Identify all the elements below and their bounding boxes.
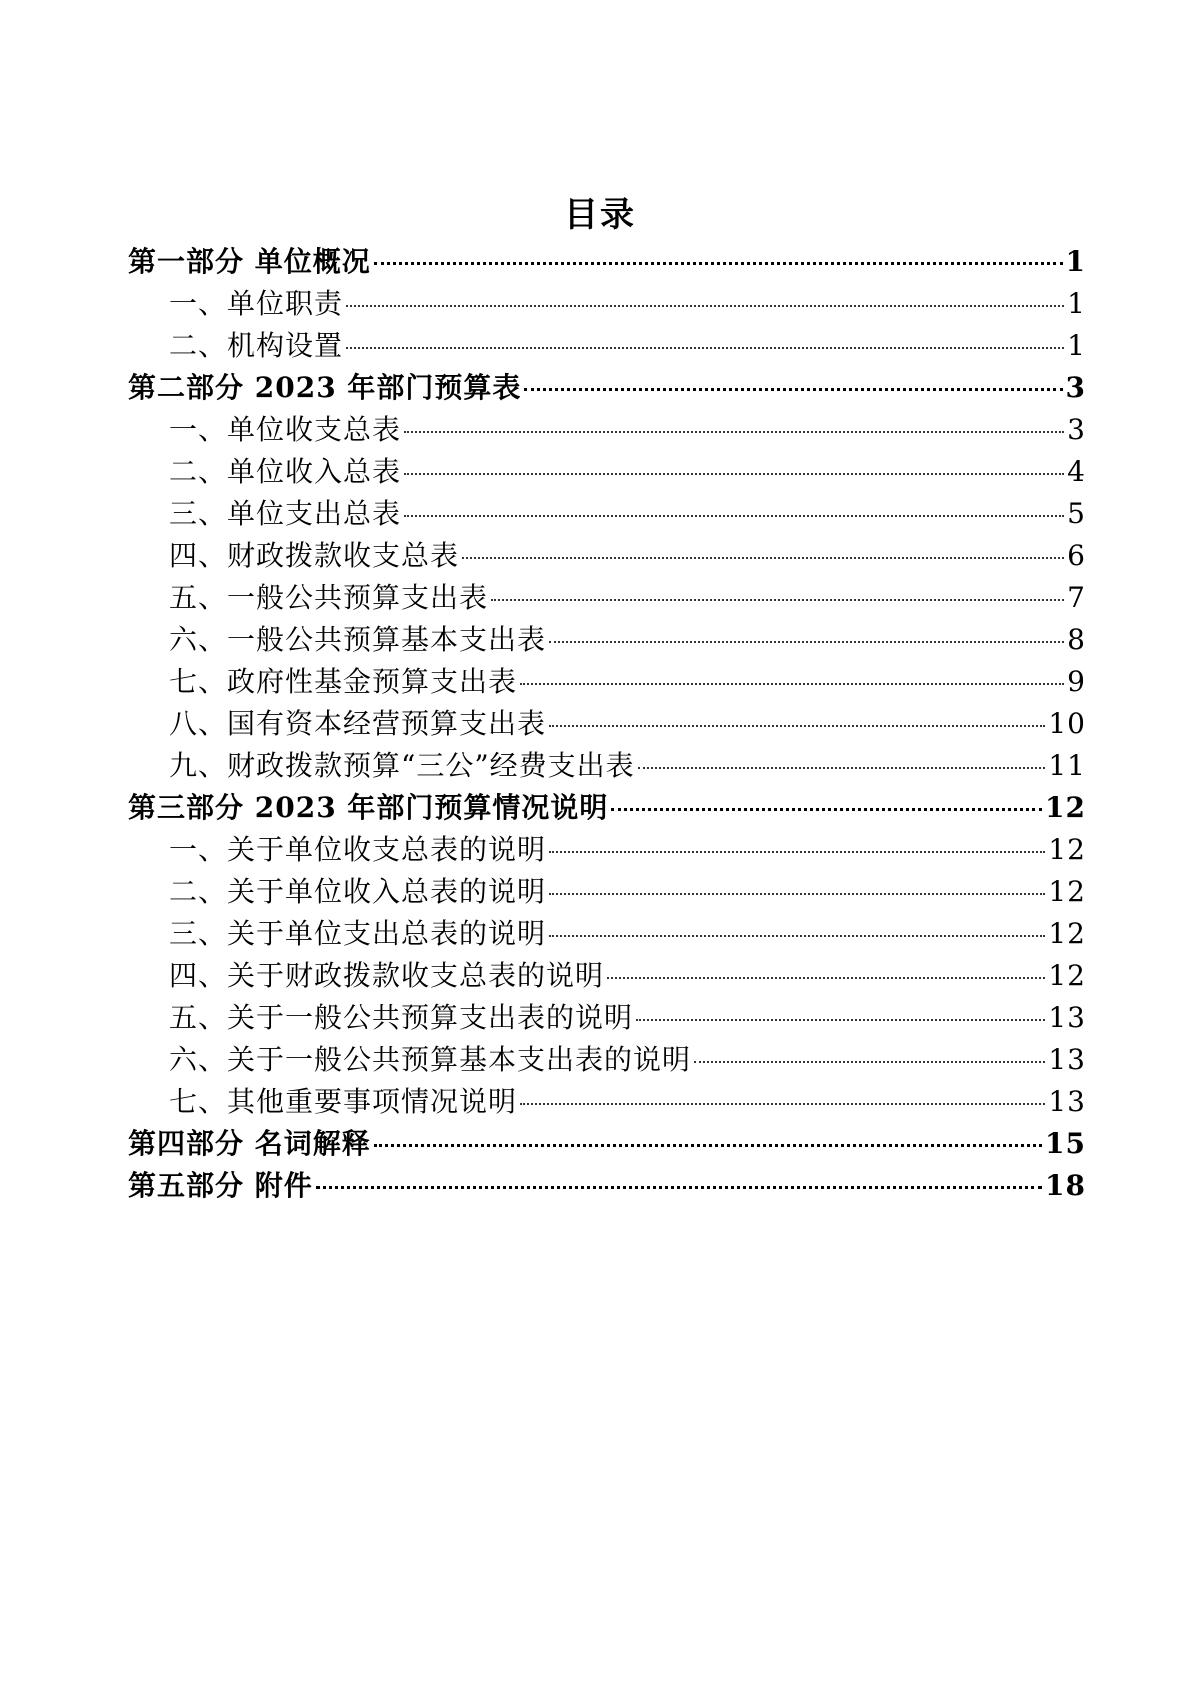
toc-entry-page-number: 18 [1045, 1169, 1086, 1202]
toc-dot-leader [694, 1061, 1045, 1063]
toc-dot-leader [549, 935, 1045, 937]
toc-part-entry[interactable] [128, 367, 1086, 409]
toc-section-entry[interactable] [128, 493, 1086, 535]
toc-entry-page-number: 1 [1065, 245, 1086, 278]
toc-entry-label: 六、一般公共预算基本支出表 [169, 623, 547, 656]
toc-entry-label: 一、关于单位收支总表的说明 [169, 833, 547, 866]
toc-entry-page-number: 13 [1048, 1085, 1086, 1118]
toc-section-entry[interactable] [128, 409, 1086, 451]
toc-entry-page-number: 5 [1067, 497, 1086, 530]
toc-entry-page-number: 15 [1045, 1127, 1086, 1160]
toc-entry-label: 一、单位职责 [169, 287, 344, 320]
toc-section-entry[interactable] [128, 283, 1086, 325]
toc-part-entry[interactable] [128, 241, 1086, 283]
toc-dot-leader [520, 683, 1064, 685]
toc-section-entry[interactable] [128, 871, 1086, 913]
toc-section-entry[interactable] [128, 619, 1086, 661]
toc-dot-leader [374, 1144, 1042, 1147]
toc-dot-leader [404, 431, 1064, 433]
toc-dot-leader [607, 977, 1045, 979]
toc-entry-page-number: 13 [1048, 1043, 1086, 1076]
toc-entry-page-number: 1 [1067, 329, 1086, 362]
toc-section-entry[interactable] [128, 913, 1086, 955]
toc-entry-label: 八、国有资本经营预算支出表 [169, 707, 547, 740]
toc-dot-leader [491, 599, 1064, 601]
toc-section-entry[interactable] [128, 745, 1086, 787]
toc-section-entry[interactable] [128, 997, 1086, 1039]
toc-entry-page-number: 7 [1067, 581, 1086, 614]
toc-section-entry[interactable] [128, 535, 1086, 577]
toc-entry-label: 第五部分 附件 [128, 1169, 313, 1202]
toc-dot-leader [611, 808, 1042, 811]
toc-entry-label: 七、政府性基金预算支出表 [169, 665, 518, 698]
toc-part-entry[interactable] [128, 1123, 1086, 1165]
toc-entry-page-number: 11 [1048, 749, 1086, 782]
toc-section-entry[interactable] [128, 577, 1086, 619]
toc-entry-label: 七、其他重要事项情况说明 [169, 1085, 518, 1118]
toc-dot-leader [549, 893, 1045, 895]
toc-section-entry[interactable] [128, 661, 1086, 703]
toc-section-entry[interactable] [128, 1039, 1086, 1081]
toc-part-entry[interactable] [128, 787, 1086, 829]
toc-entry-page-number: 10 [1048, 707, 1086, 740]
toc-section-entry[interactable] [128, 829, 1086, 871]
toc-entry-page-number: 3 [1067, 413, 1086, 446]
toc-entry-page-number: 1 [1067, 287, 1086, 320]
toc-entry-page-number: 12 [1048, 833, 1086, 866]
toc-dot-leader [549, 641, 1064, 643]
toc-section-entry[interactable] [128, 325, 1086, 367]
toc-entry-label: 第三部分 2023 年部门预算情况说明 [128, 791, 609, 824]
toc-entry-label: 六、关于一般公共预算基本支出表的说明 [169, 1043, 692, 1076]
toc-dot-leader [346, 347, 1064, 349]
toc-dot-leader [404, 515, 1064, 517]
toc-entry-label: 二、单位收入总表 [169, 455, 402, 488]
toc-entry-label: 第二部分 2023 年部门预算表 [128, 371, 522, 404]
toc-section-entry[interactable] [128, 703, 1086, 745]
toc-entry-label: 第四部分 名词解释 [128, 1127, 371, 1160]
toc-entry-page-number: 12 [1048, 875, 1086, 908]
toc-title: 目录 [564, 195, 636, 235]
toc-entry-page-number: 12 [1045, 791, 1086, 824]
toc-entry-label: 二、机构设置 [169, 329, 344, 362]
toc-entry-page-number: 8 [1067, 623, 1086, 656]
toc-entry-label: 三、单位支出总表 [169, 497, 402, 530]
toc-entry-label: 一、单位收支总表 [169, 413, 402, 446]
toc-part-entry[interactable] [128, 1165, 1086, 1207]
toc-section-entry[interactable] [128, 1081, 1086, 1123]
toc-entry-label: 五、关于一般公共预算支出表的说明 [169, 1001, 634, 1034]
toc-dot-leader [346, 305, 1064, 307]
toc-dot-leader [374, 262, 1063, 265]
toc-entry-page-number: 12 [1048, 959, 1086, 992]
toc-dot-leader [520, 1103, 1045, 1105]
toc-entry-label: 二、关于单位收入总表的说明 [169, 875, 547, 908]
toc-entry-page-number: 6 [1067, 539, 1086, 572]
toc-entry-page-number: 4 [1067, 455, 1086, 488]
toc-dot-leader [462, 557, 1064, 559]
toc-entry-label: 五、一般公共预算支出表 [169, 581, 489, 614]
toc-list [128, 241, 1086, 1207]
toc-dot-leader [404, 473, 1064, 475]
toc-dot-leader [549, 725, 1045, 727]
toc-section-entry[interactable] [128, 451, 1086, 493]
toc-dot-leader [524, 388, 1062, 391]
toc-entry-label: 第一部分 单位概况 [128, 245, 371, 278]
toc-entry-label: 三、关于单位支出总表的说明 [169, 917, 547, 950]
toc-dot-leader [316, 1186, 1042, 1189]
toc-dot-leader [638, 767, 1046, 769]
toc-entry-page-number: 13 [1048, 1001, 1086, 1034]
toc-entry-label: 四、财政拨款收支总表 [169, 539, 460, 572]
toc-entry-page-number: 12 [1048, 917, 1086, 950]
toc-dot-leader [549, 851, 1045, 853]
toc-entry-label: 九、财政拨款预算“三公”经费支出表 [169, 749, 635, 782]
toc-entry-label: 四、关于财政拨款收支总表的说明 [169, 959, 605, 992]
toc-section-entry[interactable] [128, 955, 1086, 997]
toc-entry-page-number: 9 [1067, 665, 1086, 698]
toc-entry-page-number: 3 [1065, 371, 1086, 404]
toc-dot-leader [636, 1019, 1045, 1021]
